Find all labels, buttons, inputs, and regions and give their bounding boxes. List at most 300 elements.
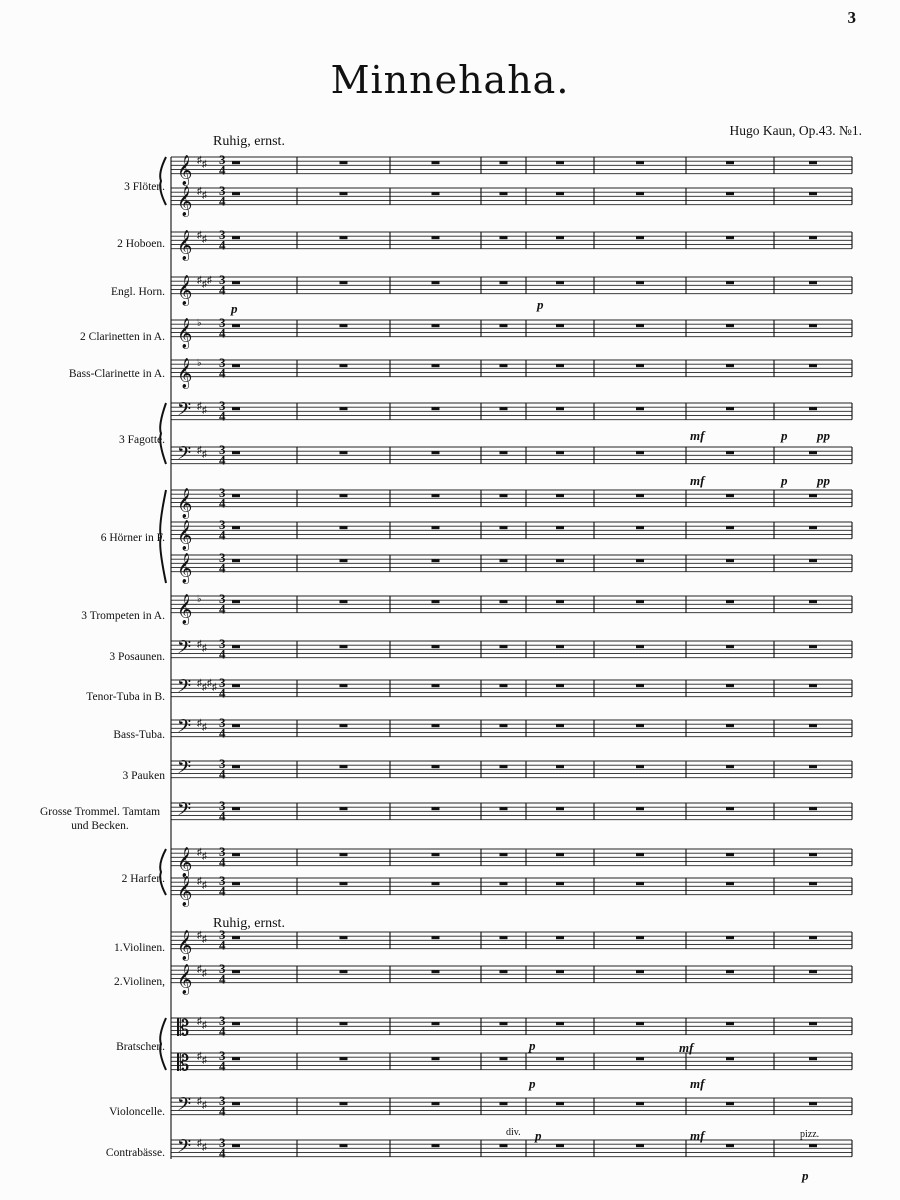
whole-rest bbox=[809, 559, 817, 562]
staff bbox=[171, 849, 852, 866]
whole-rest bbox=[726, 451, 734, 454]
clef-glyph: 𝄞 bbox=[177, 318, 193, 349]
label-trommel: Grosse Trommel. Tamtam und Becken. bbox=[39, 806, 161, 832]
whole-rest bbox=[809, 526, 817, 529]
dynamic-marking: pp bbox=[817, 473, 830, 488]
clef-glyph: 𝄞 bbox=[177, 520, 193, 551]
whole-rest bbox=[432, 324, 440, 327]
whole-rest bbox=[340, 236, 348, 239]
staff bbox=[171, 761, 852, 778]
whole-rest bbox=[340, 853, 348, 856]
label-clarinetten: 2 Clarinetten in A. bbox=[80, 331, 165, 343]
staff bbox=[171, 1018, 852, 1035]
key-accidental: ♯ bbox=[197, 876, 202, 887]
label-fagotte: 3 Fagotte. bbox=[119, 434, 165, 446]
whole-rest bbox=[432, 807, 440, 810]
whole-rest bbox=[636, 451, 644, 454]
key-accidental: ♯ bbox=[197, 639, 202, 650]
time-signature-bottom: 4 bbox=[219, 560, 226, 576]
tempo-marking-top: Ruhig, ernst. bbox=[213, 134, 285, 149]
clef-glyph: 𝄢 bbox=[177, 757, 192, 783]
whole-rest bbox=[726, 684, 734, 687]
time-signature-top: 3 bbox=[219, 1013, 226, 1028]
key-accidental: ♯ bbox=[197, 847, 202, 858]
whole-rest bbox=[636, 526, 644, 529]
dynamic-marking: mf bbox=[690, 473, 705, 488]
whole-rest bbox=[556, 882, 564, 885]
whole-rest bbox=[500, 407, 508, 410]
whole-rest bbox=[636, 600, 644, 603]
time-signature-bottom: 4 bbox=[219, 1145, 226, 1161]
key-accidental: ♯ bbox=[197, 1051, 202, 1062]
whole-rest bbox=[726, 494, 734, 497]
dynamic-marking: p bbox=[781, 428, 788, 443]
whole-rest bbox=[726, 526, 734, 529]
whole-rest bbox=[232, 600, 240, 603]
whole-rest bbox=[432, 494, 440, 497]
whole-rest bbox=[636, 407, 644, 410]
whole-rest bbox=[809, 1102, 817, 1105]
whole-rest bbox=[500, 882, 508, 885]
key-accidental: ♯ bbox=[202, 934, 207, 945]
whole-rest bbox=[636, 324, 644, 327]
key-accidental: ♯ bbox=[202, 643, 207, 654]
whole-rest bbox=[726, 1022, 734, 1025]
time-signature-bottom: 4 bbox=[219, 766, 226, 782]
whole-rest bbox=[500, 192, 508, 195]
whole-rest bbox=[636, 236, 644, 239]
key-accidental: ♯ bbox=[197, 1016, 202, 1027]
whole-rest bbox=[556, 324, 564, 327]
staff bbox=[171, 1053, 852, 1070]
clef-glyph: 𝄢 bbox=[177, 799, 192, 825]
whole-rest bbox=[432, 1022, 440, 1025]
whole-rest bbox=[556, 236, 564, 239]
whole-rest bbox=[500, 970, 508, 973]
whole-rest bbox=[636, 882, 644, 885]
dynamic-marking: p bbox=[537, 297, 544, 312]
whole-rest bbox=[556, 1144, 564, 1147]
whole-rest bbox=[432, 724, 440, 727]
time-signature-top: 3 bbox=[219, 183, 226, 198]
whole-rest bbox=[232, 161, 240, 164]
label-hoboen: 2 Hoboen. bbox=[117, 238, 165, 250]
label-bassclarinette: Bass-Clarinette in A. bbox=[68, 368, 165, 380]
whole-rest bbox=[432, 236, 440, 239]
time-signature-top: 3 bbox=[219, 961, 226, 976]
whole-rest bbox=[232, 1057, 240, 1060]
whole-rest bbox=[232, 1102, 240, 1105]
key-accidental: ♯ bbox=[197, 186, 202, 197]
staff-brace bbox=[160, 403, 166, 464]
whole-rest bbox=[809, 936, 817, 939]
whole-rest bbox=[809, 192, 817, 195]
key-accidental: ♯ bbox=[202, 190, 207, 201]
whole-rest bbox=[556, 526, 564, 529]
key-accidental: ♯ bbox=[202, 682, 207, 693]
whole-rest bbox=[432, 1102, 440, 1105]
whole-rest bbox=[432, 192, 440, 195]
whole-rest bbox=[556, 1022, 564, 1025]
label-violoncelle: Violoncelle. bbox=[109, 1106, 165, 1118]
time-signature-bottom: 4 bbox=[219, 282, 226, 298]
time-signature-top: 3 bbox=[219, 798, 226, 813]
whole-rest bbox=[636, 724, 644, 727]
whole-rest bbox=[340, 724, 348, 727]
staff bbox=[171, 188, 852, 205]
clef-glyph: 𝄞 bbox=[177, 358, 193, 389]
label-pauken: 3 Pauken bbox=[122, 770, 165, 782]
whole-rest bbox=[232, 807, 240, 810]
dynamic-marking: p bbox=[535, 1128, 542, 1143]
whole-rest bbox=[636, 364, 644, 367]
whole-rest bbox=[726, 192, 734, 195]
whole-rest bbox=[500, 161, 508, 164]
whole-rest bbox=[636, 1057, 644, 1060]
staff bbox=[171, 680, 852, 697]
time-signature-top: 3 bbox=[219, 636, 226, 651]
key-accidental: ♯ bbox=[197, 678, 202, 689]
staff bbox=[171, 403, 852, 420]
whole-rest bbox=[809, 324, 817, 327]
key-accidental: ♯ bbox=[202, 880, 207, 891]
whole-rest bbox=[809, 645, 817, 648]
whole-rest bbox=[500, 559, 508, 562]
time-signature-top: 3 bbox=[219, 442, 226, 457]
time-signature-top: 3 bbox=[219, 844, 226, 859]
whole-rest bbox=[432, 1144, 440, 1147]
whole-rest bbox=[556, 970, 564, 973]
time-signature-bottom: 4 bbox=[219, 685, 226, 701]
key-accidental: ♯ bbox=[202, 1100, 207, 1111]
whole-rest bbox=[809, 600, 817, 603]
whole-rest bbox=[636, 684, 644, 687]
whole-rest bbox=[556, 364, 564, 367]
time-signature-bottom: 4 bbox=[219, 854, 226, 870]
staff bbox=[171, 490, 852, 507]
whole-rest bbox=[232, 882, 240, 885]
dynamic-marking: mf bbox=[690, 1076, 705, 1091]
whole-rest bbox=[232, 970, 240, 973]
key-accidental: ♯ bbox=[197, 964, 202, 975]
whole-rest bbox=[500, 1144, 508, 1147]
time-signature-top: 3 bbox=[219, 756, 226, 771]
whole-rest bbox=[726, 559, 734, 562]
whole-rest bbox=[809, 882, 817, 885]
whole-rest bbox=[340, 882, 348, 885]
whole-rest bbox=[556, 600, 564, 603]
whole-rest bbox=[809, 853, 817, 856]
whole-rest bbox=[726, 236, 734, 239]
whole-rest bbox=[232, 724, 240, 727]
clef-glyph: 𝄢 bbox=[177, 676, 192, 702]
label-violinen1: 1.Violinen. bbox=[113, 942, 165, 954]
tempo-marking-strings: Ruhig, ernst. bbox=[213, 916, 285, 931]
whole-rest bbox=[636, 1022, 644, 1025]
staff-brace bbox=[160, 157, 166, 205]
clef-glyph: 𝄞 bbox=[177, 930, 193, 961]
time-signature-top: 3 bbox=[219, 517, 226, 532]
whole-rest bbox=[500, 600, 508, 603]
whole-rest bbox=[556, 161, 564, 164]
whole-rest bbox=[500, 494, 508, 497]
whole-rest bbox=[232, 559, 240, 562]
whole-rest bbox=[340, 451, 348, 454]
whole-rest bbox=[340, 192, 348, 195]
whole-rest bbox=[809, 1144, 817, 1147]
staff bbox=[171, 720, 852, 737]
whole-rest bbox=[809, 765, 817, 768]
staff bbox=[171, 157, 852, 174]
key-accidental: ♯ bbox=[197, 275, 202, 286]
whole-rest bbox=[726, 645, 734, 648]
time-signature-bottom: 4 bbox=[219, 325, 226, 341]
whole-rest bbox=[432, 407, 440, 410]
whole-rest bbox=[636, 1144, 644, 1147]
whole-rest bbox=[432, 161, 440, 164]
key-accidental: ♯ bbox=[202, 449, 207, 460]
label-bratschen: Bratschen. bbox=[116, 1041, 165, 1053]
whole-rest bbox=[556, 559, 564, 562]
whole-rest bbox=[340, 970, 348, 973]
key-accidental: ♭ bbox=[197, 318, 202, 329]
label-floeten: 3 Flöten. bbox=[124, 181, 165, 193]
whole-rest bbox=[809, 684, 817, 687]
whole-rest bbox=[726, 161, 734, 164]
key-accidental: ♯ bbox=[202, 234, 207, 245]
time-signature-bottom: 4 bbox=[219, 193, 226, 209]
whole-rest bbox=[500, 765, 508, 768]
whole-rest bbox=[556, 853, 564, 856]
staff bbox=[171, 641, 852, 658]
key-accidental: ♭ bbox=[197, 358, 202, 369]
whole-rest bbox=[500, 807, 508, 810]
whole-rest bbox=[500, 236, 508, 239]
whole-rest bbox=[726, 807, 734, 810]
whole-rest bbox=[432, 559, 440, 562]
key-accidental: ♯ bbox=[202, 405, 207, 416]
whole-rest bbox=[636, 765, 644, 768]
whole-rest bbox=[232, 853, 240, 856]
whole-rest bbox=[556, 281, 564, 284]
whole-rest bbox=[726, 1102, 734, 1105]
staff bbox=[171, 1098, 852, 1115]
whole-rest bbox=[340, 936, 348, 939]
whole-rest bbox=[232, 494, 240, 497]
time-signature-top: 3 bbox=[219, 715, 226, 730]
clef-glyph: 𝄞 bbox=[177, 594, 193, 625]
whole-rest bbox=[809, 451, 817, 454]
label-basstuba: Bass-Tuba. bbox=[113, 729, 165, 741]
time-signature-bottom: 4 bbox=[219, 971, 226, 987]
whole-rest bbox=[809, 1022, 817, 1025]
whole-rest bbox=[340, 1144, 348, 1147]
whole-rest bbox=[726, 970, 734, 973]
whole-rest bbox=[636, 970, 644, 973]
dynamic-marking: p bbox=[529, 1076, 536, 1091]
whole-rest bbox=[232, 364, 240, 367]
staff-brace bbox=[160, 490, 166, 583]
whole-rest bbox=[432, 853, 440, 856]
time-signature-bottom: 4 bbox=[219, 646, 226, 662]
whole-rest bbox=[726, 936, 734, 939]
whole-rest bbox=[809, 281, 817, 284]
whole-rest bbox=[500, 364, 508, 367]
time-signature-bottom: 4 bbox=[219, 725, 226, 741]
whole-rest bbox=[726, 364, 734, 367]
whole-rest bbox=[500, 1022, 508, 1025]
whole-rest bbox=[500, 451, 508, 454]
whole-rest bbox=[340, 1102, 348, 1105]
dynamic-marking: pp bbox=[817, 428, 830, 443]
key-accidental: ♯ bbox=[197, 155, 202, 166]
whole-rest bbox=[340, 281, 348, 284]
whole-rest bbox=[432, 645, 440, 648]
label-harfen: 2 Harfen. bbox=[121, 873, 165, 885]
clef-glyph: 𝄞 bbox=[177, 847, 193, 878]
key-accidental: ♯ bbox=[197, 445, 202, 456]
whole-rest bbox=[232, 684, 240, 687]
time-signature-top: 3 bbox=[219, 591, 226, 606]
whole-rest bbox=[340, 324, 348, 327]
whole-rest bbox=[432, 970, 440, 973]
key-accidental: ♯ bbox=[202, 279, 207, 290]
whole-rest bbox=[726, 281, 734, 284]
pizz-marking: pizz. bbox=[800, 1129, 820, 1140]
clef-glyph: 𝄢 bbox=[177, 716, 192, 742]
whole-rest bbox=[232, 192, 240, 195]
whole-rest bbox=[432, 936, 440, 939]
whole-rest bbox=[556, 645, 564, 648]
whole-rest bbox=[232, 1144, 240, 1147]
dynamic-marking: p bbox=[802, 1168, 809, 1183]
time-signature-top: 3 bbox=[219, 355, 226, 370]
whole-rest bbox=[432, 1057, 440, 1060]
whole-rest bbox=[809, 724, 817, 727]
whole-rest bbox=[500, 645, 508, 648]
staff bbox=[171, 232, 852, 249]
whole-rest bbox=[726, 1144, 734, 1147]
clef-glyph: 𝄞 bbox=[177, 964, 193, 995]
whole-rest bbox=[340, 364, 348, 367]
piece-title: Minnehaha. bbox=[330, 58, 570, 102]
whole-rest bbox=[340, 407, 348, 410]
whole-rest bbox=[232, 765, 240, 768]
clef-glyph: 𝄞 bbox=[177, 230, 193, 261]
whole-rest bbox=[232, 324, 240, 327]
div-marking: div. bbox=[506, 1127, 521, 1138]
time-signature-top: 3 bbox=[219, 315, 226, 330]
whole-rest bbox=[636, 1102, 644, 1105]
whole-rest bbox=[636, 192, 644, 195]
staff bbox=[171, 966, 852, 983]
whole-rest bbox=[500, 1102, 508, 1105]
whole-rest bbox=[726, 1057, 734, 1060]
time-signature-top: 3 bbox=[219, 485, 226, 500]
label-hoerner: 6 Hörner in F. bbox=[100, 532, 165, 544]
composer-credit: Hugo Kaun, Op.43. №1. bbox=[729, 123, 862, 138]
whole-rest bbox=[340, 645, 348, 648]
whole-rest bbox=[432, 765, 440, 768]
whole-rest bbox=[556, 936, 564, 939]
whole-rest bbox=[232, 645, 240, 648]
whole-rest bbox=[432, 600, 440, 603]
staff bbox=[171, 803, 852, 820]
key-accidental: ♯ bbox=[212, 682, 217, 693]
clef-glyph: 𝄞 bbox=[177, 876, 193, 907]
clef-glyph: 𝄞 bbox=[177, 186, 193, 217]
whole-rest bbox=[500, 324, 508, 327]
whole-rest bbox=[809, 807, 817, 810]
whole-rest bbox=[809, 364, 817, 367]
key-accidental: ♯ bbox=[197, 1096, 202, 1107]
staff bbox=[171, 320, 852, 337]
whole-rest bbox=[340, 600, 348, 603]
whole-rest bbox=[556, 724, 564, 727]
time-signature-top: 3 bbox=[219, 1048, 226, 1063]
dynamic-marking: mf bbox=[690, 428, 705, 443]
staff bbox=[171, 522, 852, 539]
whole-rest bbox=[500, 936, 508, 939]
whole-rest bbox=[340, 526, 348, 529]
whole-rest bbox=[556, 765, 564, 768]
whole-rest bbox=[432, 684, 440, 687]
key-accidental: ♭ bbox=[197, 594, 202, 605]
whole-rest bbox=[809, 1057, 817, 1060]
clef-glyph: 𝄢 bbox=[177, 443, 192, 469]
whole-rest bbox=[556, 684, 564, 687]
key-accidental: ♯ bbox=[202, 968, 207, 979]
staff-brace bbox=[160, 849, 166, 895]
label-posaunen: 3 Posaunen. bbox=[109, 651, 165, 663]
whole-rest bbox=[500, 724, 508, 727]
whole-rest bbox=[809, 407, 817, 410]
time-signature-bottom: 4 bbox=[219, 408, 226, 424]
whole-rest bbox=[556, 407, 564, 410]
time-signature-bottom: 4 bbox=[219, 527, 226, 543]
dynamic-marking: mf bbox=[690, 1128, 705, 1143]
whole-rest bbox=[500, 1057, 508, 1060]
whole-rest bbox=[809, 970, 817, 973]
whole-rest bbox=[636, 494, 644, 497]
clef-glyph: 𝄢 bbox=[177, 1136, 192, 1162]
whole-rest bbox=[726, 407, 734, 410]
key-accidental: ♯ bbox=[197, 401, 202, 412]
whole-rest bbox=[432, 526, 440, 529]
clef-glyph: 𝄢 bbox=[177, 399, 192, 425]
whole-rest bbox=[500, 684, 508, 687]
staff bbox=[171, 596, 852, 613]
whole-rest bbox=[636, 161, 644, 164]
whole-rest bbox=[636, 645, 644, 648]
staff bbox=[171, 360, 852, 377]
whole-rest bbox=[809, 236, 817, 239]
key-accidental: ♯ bbox=[197, 718, 202, 729]
label-violinen2: 2.Violinen, bbox=[113, 976, 165, 988]
whole-rest bbox=[636, 281, 644, 284]
time-signature-top: 3 bbox=[219, 927, 226, 942]
whole-rest bbox=[636, 559, 644, 562]
whole-rest bbox=[232, 281, 240, 284]
whole-rest bbox=[636, 936, 644, 939]
whole-rest bbox=[726, 324, 734, 327]
key-accidental: ♯ bbox=[207, 275, 212, 286]
whole-rest bbox=[232, 236, 240, 239]
key-accidental: ♯ bbox=[202, 722, 207, 733]
whole-rest bbox=[232, 1022, 240, 1025]
key-accidental: ♯ bbox=[202, 159, 207, 170]
time-signature-bottom: 4 bbox=[219, 808, 226, 824]
